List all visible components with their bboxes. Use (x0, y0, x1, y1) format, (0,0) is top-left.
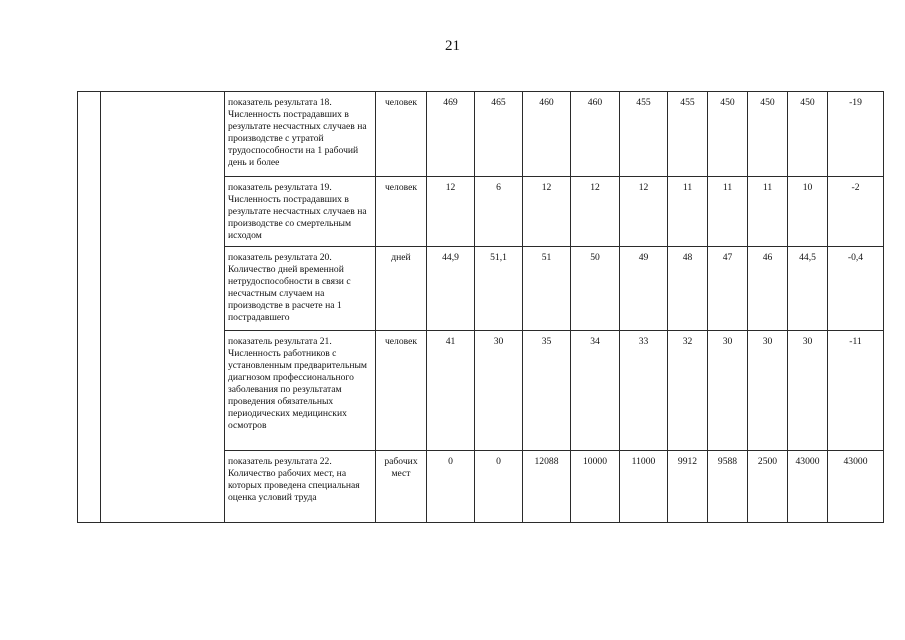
value-cell: 34 (571, 331, 620, 451)
indicator-description: показатель результата 21. Численность работников с установленным предварительным диагнозом профессионального заболевания по результатам проведения обязательных периодических медицинских осмотров (225, 331, 376, 451)
value-cell: 43000 (828, 451, 884, 523)
value-cell: 11 (668, 177, 708, 247)
value-cell: 460 (571, 92, 620, 177)
value-cell: -11 (828, 331, 884, 451)
value-cell: 12 (620, 177, 668, 247)
empty-cell-name (101, 92, 225, 523)
value-cell: 9912 (668, 451, 708, 523)
indicator-description: показатель результата 18. Численность пострадавших в результате несчастных случаев на производстве с утратой трудоспособности на 1 рабочий день и более (225, 92, 376, 177)
empty-cell-number (78, 92, 101, 523)
value-cell: 450 (708, 92, 748, 177)
value-cell: 10000 (571, 451, 620, 523)
value-cell: 10 (788, 177, 828, 247)
value-cell: 12088 (523, 451, 571, 523)
value-cell: 469 (427, 92, 475, 177)
value-cell: 450 (748, 92, 788, 177)
value-cell: 11 (748, 177, 788, 247)
value-cell: 12 (571, 177, 620, 247)
value-cell: 0 (427, 451, 475, 523)
value-cell: 2500 (748, 451, 788, 523)
indicator-unit: рабочих мест (376, 451, 427, 523)
value-cell: 44,9 (427, 247, 475, 331)
value-cell: 35 (523, 331, 571, 451)
value-cell: 460 (523, 92, 571, 177)
value-cell: 30 (748, 331, 788, 451)
indicator-description: показатель результата 20. Количество дней временной нетрудоспособности в связи с несчастным случаем на производстве в расчете на 1 пострадавшего (225, 247, 376, 331)
value-cell: 30 (788, 331, 828, 451)
value-cell: 50 (571, 247, 620, 331)
value-cell: 11 (708, 177, 748, 247)
value-cell: 6 (475, 177, 523, 247)
value-cell: 33 (620, 331, 668, 451)
table-body (78, 92, 884, 523)
page-number: 21 (445, 38, 460, 54)
value-cell: 41 (427, 331, 475, 451)
value-cell: 0 (475, 451, 523, 523)
value-cell: 455 (620, 92, 668, 177)
value-cell: 11000 (620, 451, 668, 523)
value-cell: -19 (828, 92, 884, 177)
value-cell: -0,4 (828, 247, 884, 331)
value-cell: 9588 (708, 451, 748, 523)
value-cell: 455 (668, 92, 708, 177)
value-cell: 51 (523, 247, 571, 331)
value-cell: 44,5 (788, 247, 828, 331)
value-cell: 46 (748, 247, 788, 331)
indicator-unit: человек (376, 92, 427, 177)
value-cell: -2 (828, 177, 884, 247)
value-cell: 30 (475, 331, 523, 451)
value-cell: 49 (620, 247, 668, 331)
indicator-unit: дней (376, 247, 427, 331)
value-cell: 48 (668, 247, 708, 331)
value-cell: 32 (668, 331, 708, 451)
indicator-unit: человек (376, 331, 427, 451)
value-cell: 12 (523, 177, 571, 247)
value-cell: 30 (708, 331, 748, 451)
value-cell: 47 (708, 247, 748, 331)
table-row (78, 92, 884, 177)
value-cell: 12 (427, 177, 475, 247)
value-cell: 51,1 (475, 247, 523, 331)
value-cell: 450 (788, 92, 828, 177)
indicator-description: показатель результата 19. Численность пострадавших в результате несчастных случаев на производстве со смертельным исходом (225, 177, 376, 247)
indicators-table (77, 91, 884, 523)
value-cell: 43000 (788, 451, 828, 523)
indicator-description: показатель результата 22. Количество рабочих мест, на которых проведена специальная оценка условий труда (225, 451, 376, 523)
indicator-unit: человек (376, 177, 427, 247)
value-cell: 465 (475, 92, 523, 177)
